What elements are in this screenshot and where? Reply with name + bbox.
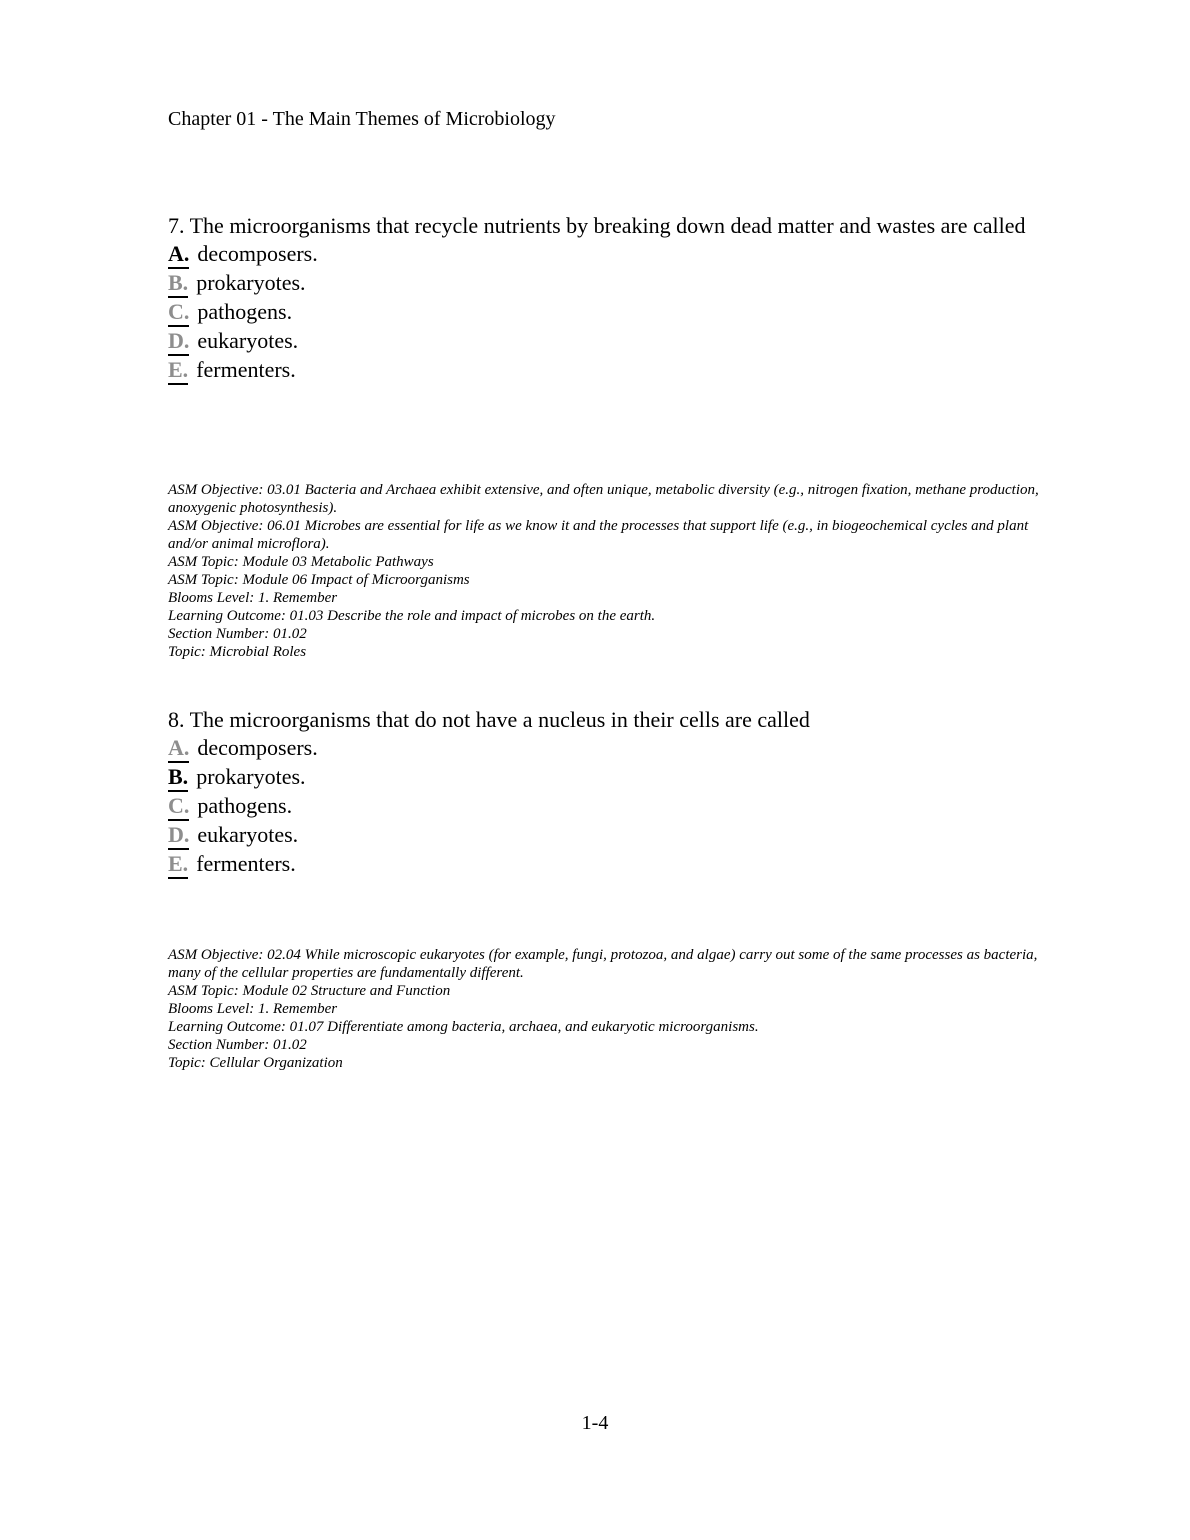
option-text: prokaryotes. [196, 763, 306, 789]
page-number: 1-4 [581, 1412, 609, 1434]
metadata-line: Section Number: 01.02 [168, 626, 307, 642]
metadata-line: Blooms Level: 1. Remember [168, 590, 338, 606]
question-7-option-a [168, 240, 1048, 269]
option-text: pathogens. [197, 792, 293, 818]
option-text: decomposers. [197, 734, 318, 760]
metadata-line: ASM Objective: 02.04 While microscopic eukaryotes (for example, fungi, protozoa, and algae) carry out some of the same processes as bacteria, many of the cellular properties are fundamentally different. [168, 947, 1038, 981]
option-letter: E. [168, 357, 188, 385]
question-7-metadata [168, 481, 1048, 661]
option-letter: D. [168, 328, 189, 356]
question-7-option-e [168, 356, 1048, 385]
chapter-header: Chapter 01 - The Main Themes of Microbiology [168, 108, 556, 130]
option-text: eukaryotes. [197, 821, 299, 847]
question-8 [168, 706, 1048, 879]
metadata-line: Learning Outcome: 01.07 Differentiate among bacteria, archaea, and eukaryotic microorganisms. [168, 1019, 759, 1035]
question-7-number: 7. [168, 213, 185, 238]
metadata-line: Blooms Level: 1. Remember [168, 1001, 338, 1017]
question-7 [168, 212, 1048, 385]
option-letter: A. [168, 241, 189, 269]
question-8-stem: The microorganisms that do not have a nucleus in their cells are called [189, 707, 810, 732]
metadata-line: Section Number: 01.02 [168, 1037, 307, 1053]
metadata-line: Topic: Cellular Organization [168, 1055, 343, 1071]
question-8-option-c [168, 792, 1048, 821]
option-letter: E. [168, 851, 188, 879]
question-8-option-e [168, 850, 1048, 879]
metadata-line: ASM Objective: 03.01 Bacteria and Archaea exhibit extensive, and often unique, metabolic diversity (e.g., nitrogen fixation, methane production, anoxygenic photosynthesis). [168, 482, 1039, 516]
option-letter: B. [168, 764, 188, 792]
option-letter: C. [168, 299, 189, 327]
option-letter: A. [168, 735, 189, 763]
option-letter: B. [168, 270, 188, 298]
option-text: eukaryotes. [197, 327, 299, 353]
question-8-metadata [168, 946, 1048, 1072]
metadata-line: Learning Outcome: 01.03 Describe the role and impact of microbes on the earth. [168, 608, 656, 624]
option-text: prokaryotes. [196, 269, 306, 295]
metadata-line: ASM Topic: Module 03 Metabolic Pathways [168, 554, 434, 570]
question-7-option-d [168, 327, 1048, 356]
option-text: decomposers. [197, 240, 318, 266]
metadata-line: ASM Topic: Module 06 Impact of Microorganisms [168, 572, 470, 588]
question-7-stem: The microorganisms that recycle nutrients by breaking down dead matter and wastes are called [189, 213, 1026, 238]
metadata-line: ASM Objective: 06.01 Microbes are essential for life as we know it and the processes that support life (e.g., in biogeochemical cycles and plant and/or animal microflora). [168, 518, 1029, 552]
metadata-line: ASM Topic: Module 02 Structure and Function [168, 983, 451, 999]
option-text: fermenters. [196, 356, 296, 382]
question-7-option-c [168, 298, 1048, 327]
metadata-line: Topic: Microbial Roles [168, 644, 307, 660]
question-8-number: 8. [168, 707, 185, 732]
option-letter: C. [168, 793, 189, 821]
option-text: pathogens. [197, 298, 293, 324]
question-7-text [168, 212, 1048, 240]
question-7-option-b [168, 269, 1048, 298]
question-8-text [168, 706, 1048, 734]
question-8-option-b [168, 763, 1048, 792]
option-letter: D. [168, 822, 189, 850]
question-8-option-d [168, 821, 1048, 850]
question-8-option-a [168, 734, 1048, 763]
option-text: fermenters. [196, 850, 296, 876]
